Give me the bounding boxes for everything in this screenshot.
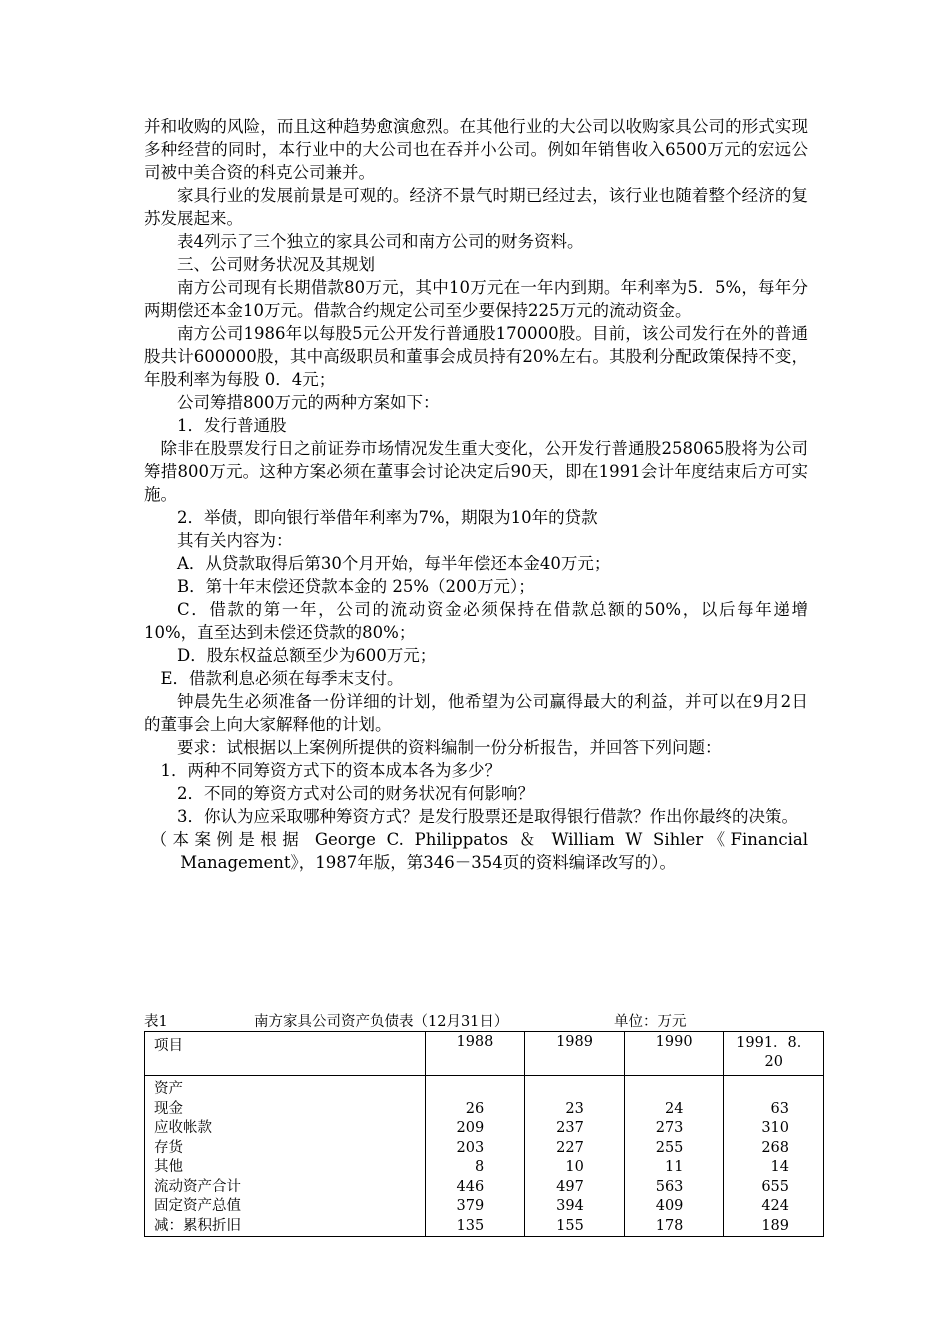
paragraph: （本案例是根据 George C. Philippatos ＆ William W Sihler《Financial Management》，1987年版，第346－354页的资料编译改写的）。 (150, 830, 808, 872)
row-label: 流动资产合计 (154, 1178, 241, 1195)
table-header-row (145, 1032, 824, 1076)
paragraph: 家具行业的发展前景是可观的。经济不景气时期已经过去，该行业也随着整个经济的复苏发展起来。 (144, 186, 808, 228)
table-cell-value: 10 (565, 1159, 584, 1175)
row-label: 现金 (154, 1100, 183, 1117)
table-cell-value: 409 (655, 1198, 684, 1214)
paragraph: E．借款利息必须在每季末支付。 (160, 669, 404, 688)
body-text (144, 115, 808, 874)
table-cell-value: 8 (475, 1159, 485, 1175)
table-cell-value: 310 (761, 1120, 789, 1136)
table-cell-value: 379 (456, 1198, 485, 1214)
section-spacer (724, 1080, 823, 1100)
paragraph: 要求：试根据以上案例所提供的资料编制一份分析报告，并回答下列问题： (177, 738, 722, 757)
header-item: 项目 (145, 1032, 426, 1076)
paragraph: 南方公司现有长期借款80万元，其中10万元在一年内到期。年利率为5．5%，每年分两期偿还本金10万元。借款合约规定公司至少要保持225万元的流动资金。 (144, 278, 808, 320)
header-1991: 1991．8．20 (724, 1032, 824, 1076)
paragraph: 除非在股票发行日之前证券市场情况发生重大变化，公开发行普通股258065股将为公司筹措800万元。这种方案必须在董事会讨论决定后90天，即在1991会计年度结束后方可实施。 (144, 439, 808, 504)
paragraph: 1．发行普通股 (177, 416, 287, 435)
table-cell-value: 394 (556, 1198, 584, 1214)
paragraph: 南方公司1986年以每股5元公开发行普通股170000股。目前，该公司发行在外的普通股共计600000股，其中高级职员和董事会成员持有20%左右。其股利分配政策保持不变，年股利率为每股 0．4元； (144, 324, 808, 389)
values-1988-column (425, 1076, 525, 1237)
row-label: 应收帐款 (154, 1120, 212, 1136)
table-cell-value: 26 (465, 1100, 485, 1117)
table-unit: 单位：万元 (614, 1014, 687, 1030)
values-1990-column (624, 1076, 724, 1237)
paragraph: A．从贷款取得后第30个月开始，每半年偿还本金40万元； (177, 554, 611, 573)
table-body-row (145, 1076, 824, 1237)
table-cell-value: 178 (655, 1217, 684, 1234)
table-cell-value: 24 (664, 1100, 684, 1117)
paragraph: 3．你认为应采取哪种筹资方式？是发行股票还是取得银行借款？作出你最终的决策。 (177, 807, 798, 826)
balance-sheet-table (144, 1031, 824, 1237)
table-cell-value: 14 (770, 1159, 789, 1175)
table-cell-value: 63 (770, 1100, 789, 1117)
section-spacer (426, 1080, 525, 1100)
paragraph: 表4列示了三个独立的家具公司和南方公司的财务资料。 (177, 232, 584, 251)
table-title: 南方家具公司资产负债表（12月31日） (254, 1014, 509, 1030)
table-cell-value: 497 (556, 1178, 584, 1195)
header-1989: 1989 (525, 1032, 625, 1076)
paragraph: 三、公司财务状况及其规划 (177, 255, 375, 274)
paragraph: 公司筹措800万元的两种方案如下： (177, 393, 440, 412)
paragraph: 2．举债，即向银行举借年利率为7%，期限为10年的贷款 (177, 508, 598, 527)
table-cell-value: 237 (556, 1120, 584, 1136)
paragraph: 其有关内容为： (177, 531, 293, 550)
table-number: 表1 (144, 1014, 168, 1030)
row-labels-column (145, 1076, 426, 1237)
row-label: 减：累积折旧 (154, 1217, 241, 1234)
paragraph: D．股东权益总额至少为600万元； (177, 646, 437, 665)
paragraph: 1．两种不同筹资方式下的资本成本各为多少？ (160, 761, 501, 780)
values-1989-column (525, 1076, 625, 1237)
table-cell-value: 273 (655, 1120, 684, 1136)
values-1991-column (724, 1076, 824, 1237)
paragraph: 并和收购的风险，而且这种趋势愈演愈烈。在其他行业的大公司以收购家具公司的形式实现多种经营的同时，本行业中的大公司也在吞并小公司。例如年销售收入6500万元的宏远公司被中美合资的科克公司兼并。 (144, 117, 808, 182)
paragraph: C．借款的第一年，公司的流动资金必须保持在借款总额的50%，以后每年递增 10%，直至达到未偿还贷款的80%； (144, 600, 808, 642)
table-cell-value: 227 (556, 1139, 584, 1156)
row-label: 其他 (154, 1159, 183, 1175)
table-cell-value: 268 (761, 1139, 789, 1156)
paragraph: B．第十年末偿还贷款本金的 25%（200万元）； (177, 577, 535, 596)
table-cell-value: 563 (655, 1178, 684, 1195)
section-spacer (625, 1080, 724, 1100)
table-cell-value: 209 (456, 1120, 485, 1136)
row-label: 存货 (154, 1139, 183, 1156)
table-cell-value: 424 (761, 1198, 789, 1214)
table-cell-value: 655 (761, 1178, 789, 1195)
header-1990: 1990 (624, 1032, 724, 1076)
section-spacer (525, 1080, 624, 1100)
header-1988: 1988 (425, 1032, 525, 1076)
table-cell-value: 203 (456, 1139, 485, 1156)
table-cell-value: 23 (565, 1100, 584, 1117)
table-cell-value: 155 (556, 1217, 584, 1234)
table-caption (144, 1012, 824, 1032)
table-cell-value: 135 (456, 1217, 485, 1234)
table-cell-value: 11 (664, 1159, 684, 1175)
row-label: 固定资产总值 (154, 1198, 241, 1214)
table-cell-value: 446 (456, 1178, 485, 1195)
table-cell-value: 189 (761, 1217, 789, 1234)
table-cell-value: 255 (655, 1139, 684, 1156)
section-label: 资产 (154, 1081, 183, 1097)
paragraph: 钟晨先生必须准备一份详细的计划，他希望为公司赢得最大的利益，并可以在9月2日的董事会上向大家解释他的计划。 (144, 692, 808, 734)
paragraph: 2．不同的筹资方式对公司的财务状况有何影响？ (177, 784, 534, 803)
